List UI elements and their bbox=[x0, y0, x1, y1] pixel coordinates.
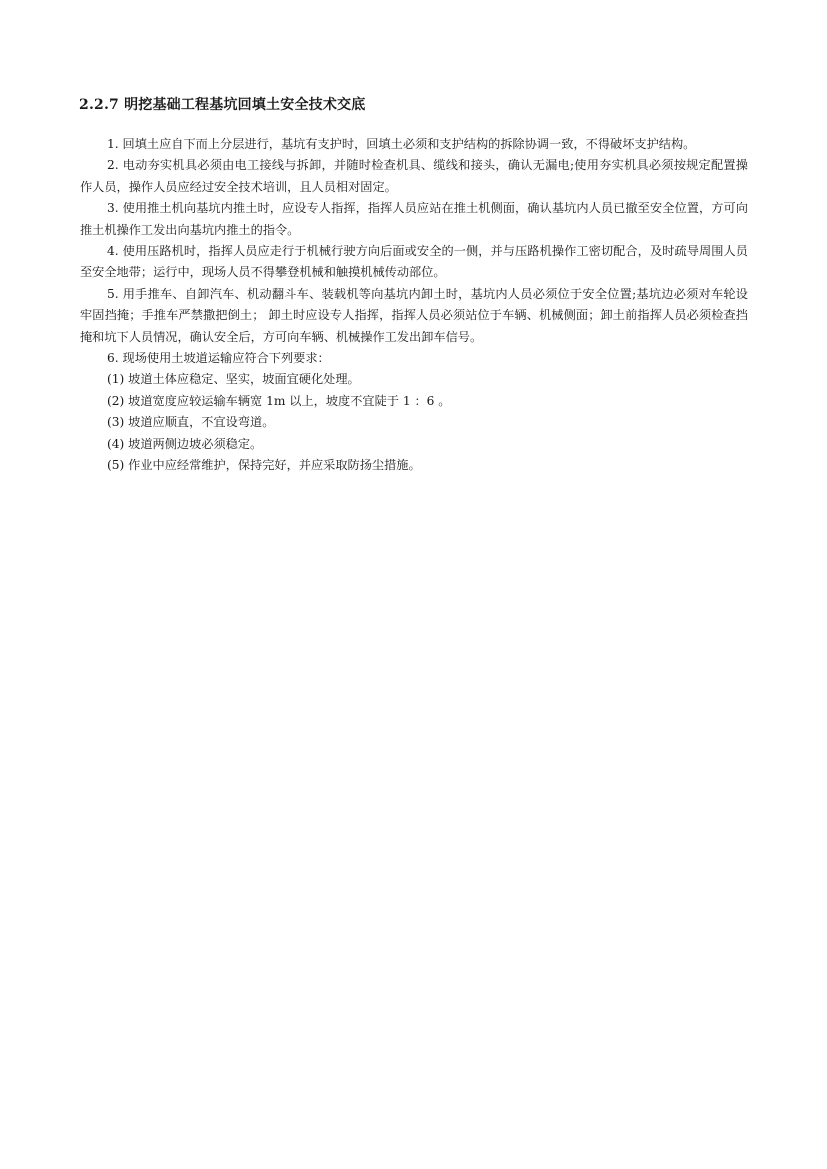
section-heading bbox=[79, 96, 365, 114]
sub-item-1: (1) 坡道土体应稳定、坚实，坡面宜硬化处理。 bbox=[107, 372, 360, 387]
document-body bbox=[80, 134, 748, 477]
paragraph-1: 1. 回填土应自下而上分层进行，基坑有支护时，回填土必须和支护结构的拆除协调一致，不得破坏支护结构。 bbox=[107, 137, 696, 151]
section-number: 2.2.7 bbox=[79, 97, 119, 113]
sub-item-4: (4) 坡道两侧边坡必须稳定。 bbox=[107, 436, 263, 451]
sub-item-3: (3) 坡道应顺直，不宜设弯道。 bbox=[107, 415, 275, 430]
section-title: 明挖基础工程基坑回填土安全技术交底 bbox=[124, 97, 366, 113]
paragraph-6: 6. 现场使用土坡道运输应符合下列要求： bbox=[107, 351, 330, 366]
sub-item-2: (2) 坡道宽度应较运输车辆宽 1m 以上，坡度不宜陡于 1 ：6 。 bbox=[107, 393, 451, 408]
sub-item-5: (5) 作业中应经常维护，保持完好，并应采取防扬尘措施。 bbox=[107, 458, 421, 473]
paragraph-2: 2. 电动夯实机具必须由电工接线与拆卸，并随时检查机具、缆线和接头，确认无漏电;使用夯实机具必须按规定配置操作人员，操作人员应经过安全技术培训，且人员相对固定。 bbox=[80, 158, 748, 194]
paragraph-5: 5. 用手推车、自卸汽车、机动翻斗车、装载机等向基坑内卸土时，基坑内人员必须位于安全位置;基坑边必须对车轮设牢固挡掩；手推车严禁撒把倒土； 卸土时应设专人指挥，指挥人员必须站位于车辆、机械侧面；卸土前指挥人员必须检查挡掩和坑下人员情况，确认安全后，方可向车辆、机械操作工发出卸车信号。 bbox=[80, 286, 748, 344]
paragraph-4: 4. 使用压路机时，指挥人员应走行于机械行驶方向后面或安全的一侧，并与压路机操作工密切配合，及时疏导周围人员至安全地带；运行中，现场人员不得攀登机械和触摸机械传动部位。 bbox=[80, 244, 748, 280]
paragraph-3: 3. 使用推土机向基坑内推土时，应设专人指挥，指挥人员应站在推土机侧面，确认基坑内人员已撤至安全位置，方可向推土机操作工发出向基坑内推土的指令。 bbox=[80, 201, 748, 237]
